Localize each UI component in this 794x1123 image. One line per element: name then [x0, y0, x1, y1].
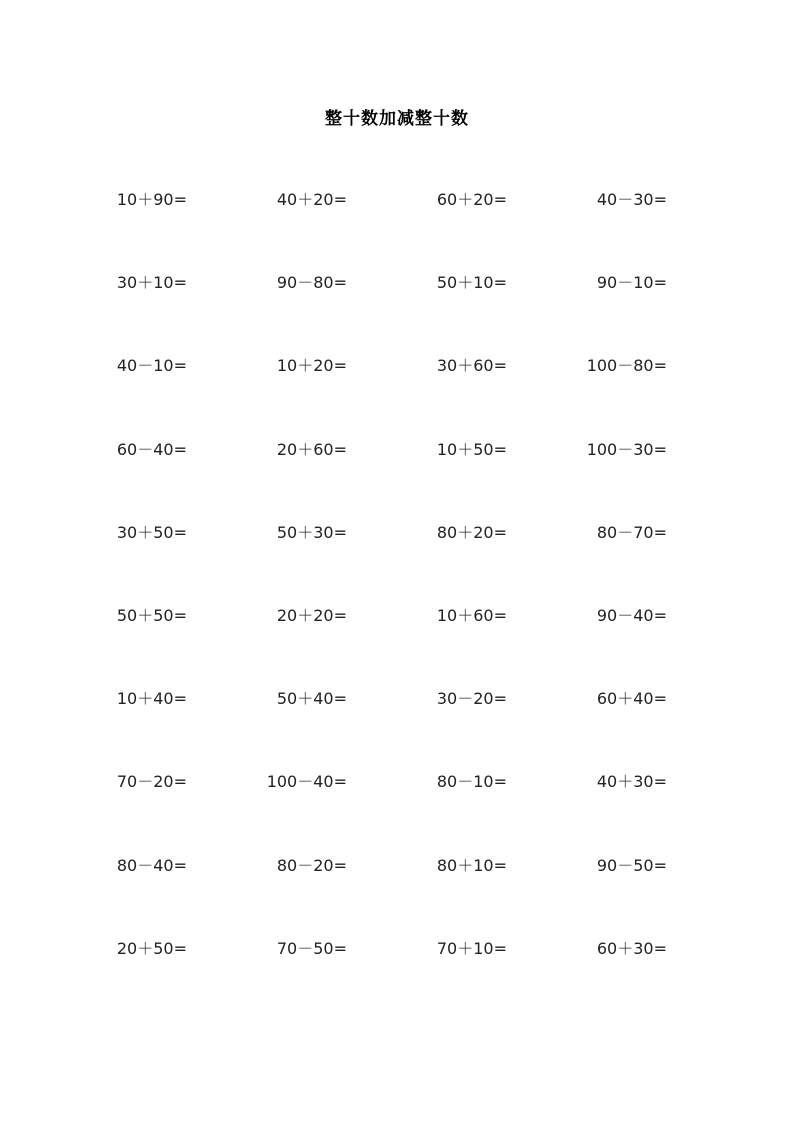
problem-item: 10＋90=	[116, 190, 187, 209]
problem-item: 30－20=	[436, 689, 507, 709]
problem-item: 90－10=	[596, 273, 667, 293]
problem-item: 60＋40=	[596, 689, 667, 709]
problem-item: 40＋20=	[276, 190, 347, 209]
problem-item: 80－40=	[116, 855, 187, 875]
problem-item: 70－50=	[276, 938, 347, 958]
page-title: 整十数加减整十数	[325, 109, 469, 129]
problem-item: 80＋10=	[436, 855, 507, 875]
problem-item: 20＋50=	[116, 938, 187, 958]
problem-item: 50＋40=	[276, 689, 347, 709]
problem-item: 50＋10=	[436, 273, 507, 293]
problem-item: 40－30=	[596, 190, 667, 209]
problem-item: 20＋60=	[276, 439, 347, 459]
problem-item: 30＋50=	[116, 522, 187, 542]
problem-item: 20＋20=	[276, 606, 347, 625]
problem-item: 60＋30=	[596, 938, 667, 958]
problem-item: 10＋40=	[116, 689, 187, 709]
problem-item: 50＋50=	[116, 606, 187, 625]
problem-item: 100－80=	[586, 356, 667, 376]
problem-item: 30＋10=	[116, 273, 187, 293]
problem-item: 80－10=	[436, 772, 507, 792]
problem-item: 90－80=	[276, 273, 347, 293]
problem-item: 70－20=	[116, 772, 187, 792]
problem-item: 90－50=	[596, 855, 667, 875]
problem-item: 10＋60=	[436, 606, 507, 625]
problem-item: 60－40=	[116, 439, 187, 459]
problem-item: 70＋10=	[436, 938, 507, 958]
problem-item: 60＋20=	[436, 190, 507, 209]
problem-item: 90－40=	[596, 606, 667, 625]
problem-item: 10＋20=	[276, 356, 347, 376]
problem-item: 10＋50=	[436, 439, 507, 459]
problem-item: 80－70=	[596, 522, 667, 542]
problem-item: 50＋30=	[276, 522, 347, 542]
problem-item: 100－40=	[266, 772, 347, 792]
problem-item: 100－30=	[586, 439, 667, 459]
problem-item: 80＋20=	[436, 522, 507, 542]
problem-item: 40＋30=	[596, 772, 667, 792]
problem-item: 80－20=	[276, 855, 347, 875]
problem-item: 30＋60=	[436, 356, 507, 376]
problem-item: 40－10=	[116, 356, 187, 376]
